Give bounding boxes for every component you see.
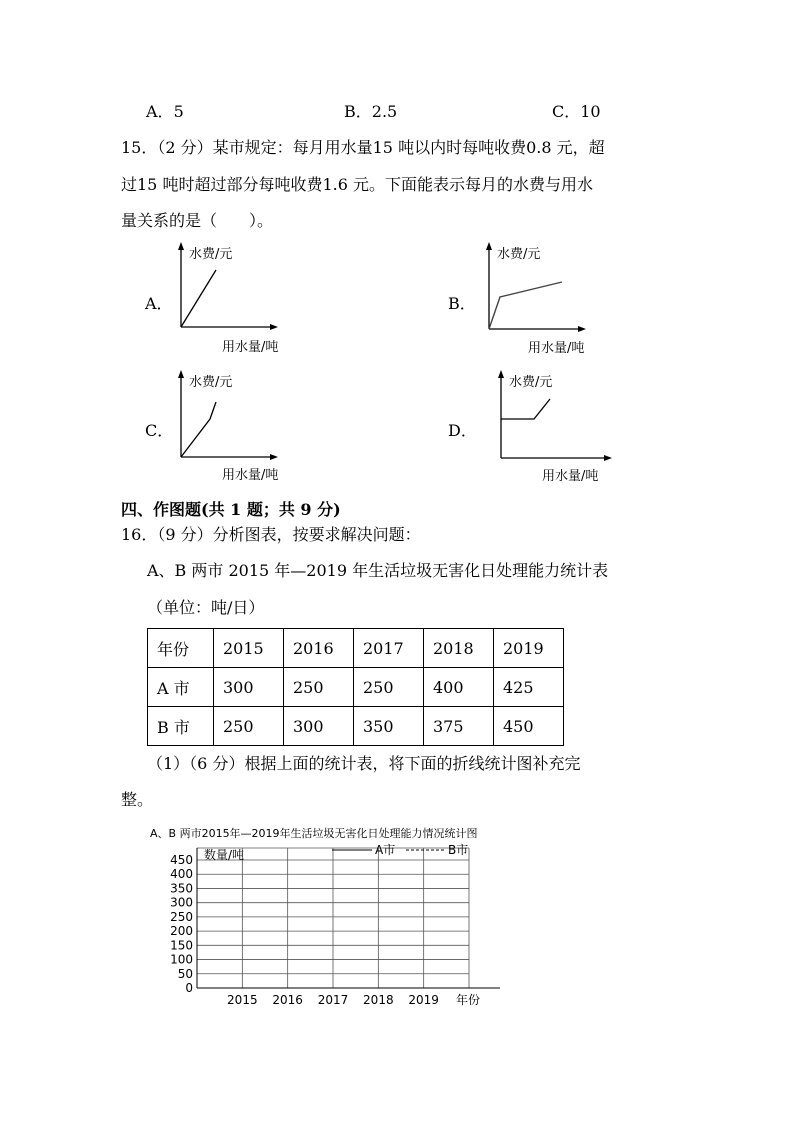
y-axis-arrow [486, 242, 492, 250]
q14-option-a-letter: A． [146, 102, 174, 121]
table-cell: 250 [354, 668, 424, 707]
y-tick-label: 450 [170, 853, 193, 867]
cost-line [181, 402, 216, 457]
q15-option-a-letter: A． [145, 294, 173, 313]
x-axis-arrow [270, 324, 278, 330]
q14-option-b-value: 2.5 [371, 102, 398, 121]
x-tick-label: 2019 [408, 993, 439, 1007]
y-tick-label: 0 [185, 981, 193, 995]
table-cell: 250 [284, 668, 354, 707]
q14-option-a-value: 5 [173, 102, 184, 121]
q15-option-b-letter: B． [448, 294, 476, 313]
q15-option-a-xlabel: 用水量/吨 [222, 340, 279, 355]
q15-option-a-ylabel: 水费/元 [189, 247, 233, 262]
y-tick-label: 250 [170, 909, 193, 924]
q15-option-c-xlabel: 用水量/吨 [222, 468, 279, 483]
line-chart [140, 836, 520, 1016]
q16-sub1-line-2: 整。 [121, 790, 154, 809]
q14-option-c-letter: C． [552, 102, 581, 121]
y-tick-label: 350 [170, 881, 193, 896]
table-header-cell: 2019 [494, 629, 564, 668]
cost-line [181, 270, 216, 327]
table-cell: B 市 [148, 707, 214, 746]
q14-option-c [552, 99, 601, 122]
q15-text-line-2: 过15 吨时超过部分每吨收费1.6 元。下面能表示每月的水费与用水 [121, 175, 593, 194]
q14-option-b-letter: B． [344, 102, 372, 121]
x-tick-label: 2017 [317, 993, 349, 1007]
q15-option-b-ylabel: 水费/元 [497, 247, 541, 262]
y-tick-label: 300 [170, 895, 193, 910]
chart-title: A、B 两市2015年—2019年生活垃圾无害化日处理能力情况统计图 [150, 827, 478, 840]
q16-text-line-1: 16．（9 分）分析图表，按要求解决问题： [121, 525, 421, 544]
x-axis-label: 年份 [456, 993, 481, 1007]
table-cell: 450 [494, 707, 564, 746]
table-header-cell: 年份 [148, 629, 214, 668]
cost-line [489, 282, 562, 329]
q16-table-title: A、B 两市 2015 年—2019 年生活垃圾无害化日处理能力统计表 [147, 561, 609, 580]
table-header-row [148, 629, 564, 668]
y-tick-label: 400 [170, 867, 193, 882]
q14-option-c-value: 10 [580, 102, 601, 121]
x-axis-arrow [270, 454, 278, 460]
y-tick-label: 50 [177, 966, 193, 981]
legend-label-a: A市 [375, 843, 396, 857]
q15-text-line-1: 15．（2 分）某市规定：每月用水量15 吨以内时每吨收费0.8 元，超 [121, 138, 605, 157]
x-axis-arrow [604, 455, 612, 461]
table-header-cell: 2017 [354, 629, 424, 668]
y-tick-label: 150 [170, 938, 193, 953]
q16-sub1-line-1: （1）（6 分）根据上面的统计表，将下面的折线统计图补充完 [147, 754, 581, 773]
section-4-heading: 四、作图题(共 1 题；共 9 分) [121, 500, 341, 519]
x-tick-label: 2018 [363, 993, 394, 1007]
y-axis-label: 数量/吨 [204, 848, 245, 862]
x-tick-label: 2015 [227, 993, 258, 1007]
table-cell: 400 [424, 668, 494, 707]
q15-option-c-letter: C． [145, 421, 174, 440]
y-axis-arrow [178, 242, 184, 250]
table-cell: 300 [214, 668, 284, 707]
table-header-cell: 2018 [424, 629, 494, 668]
y-tick-label: 100 [170, 952, 193, 967]
y-axis-arrow [498, 370, 504, 378]
table-cell: 425 [494, 668, 564, 707]
table-cell: 250 [214, 707, 284, 746]
table-cell: 300 [284, 707, 354, 746]
q15-option-d-ylabel: 水费/元 [509, 375, 553, 390]
table-cell: 375 [424, 707, 494, 746]
table-header-cell: 2015 [214, 629, 284, 668]
q15-option-d-xlabel: 用水量/吨 [542, 469, 599, 484]
x-tick-label: 2016 [272, 993, 303, 1007]
statistics-table [147, 628, 564, 746]
table-cell: A 市 [148, 668, 214, 707]
q15-option-b-xlabel: 用水量/吨 [528, 341, 585, 356]
y-axis-arrow [178, 370, 184, 378]
table-cell: 350 [354, 707, 424, 746]
q15-option-c-ylabel: 水费/元 [189, 375, 233, 390]
q14-option-b [344, 99, 397, 122]
legend-label-b: B市 [448, 843, 469, 857]
table-row [148, 668, 564, 707]
q14-option-a [146, 99, 184, 122]
q15-text-line-3: 量关系的是（ ）。 [121, 211, 274, 230]
table-row [148, 707, 564, 746]
y-tick-label: 200 [170, 924, 193, 939]
x-axis-arrow [578, 326, 586, 332]
cost-line [501, 399, 550, 419]
table-header-cell: 2016 [284, 629, 354, 668]
q16-table-unit: （单位：吨/日） [147, 598, 265, 617]
q15-option-d-letter: D． [448, 421, 477, 440]
